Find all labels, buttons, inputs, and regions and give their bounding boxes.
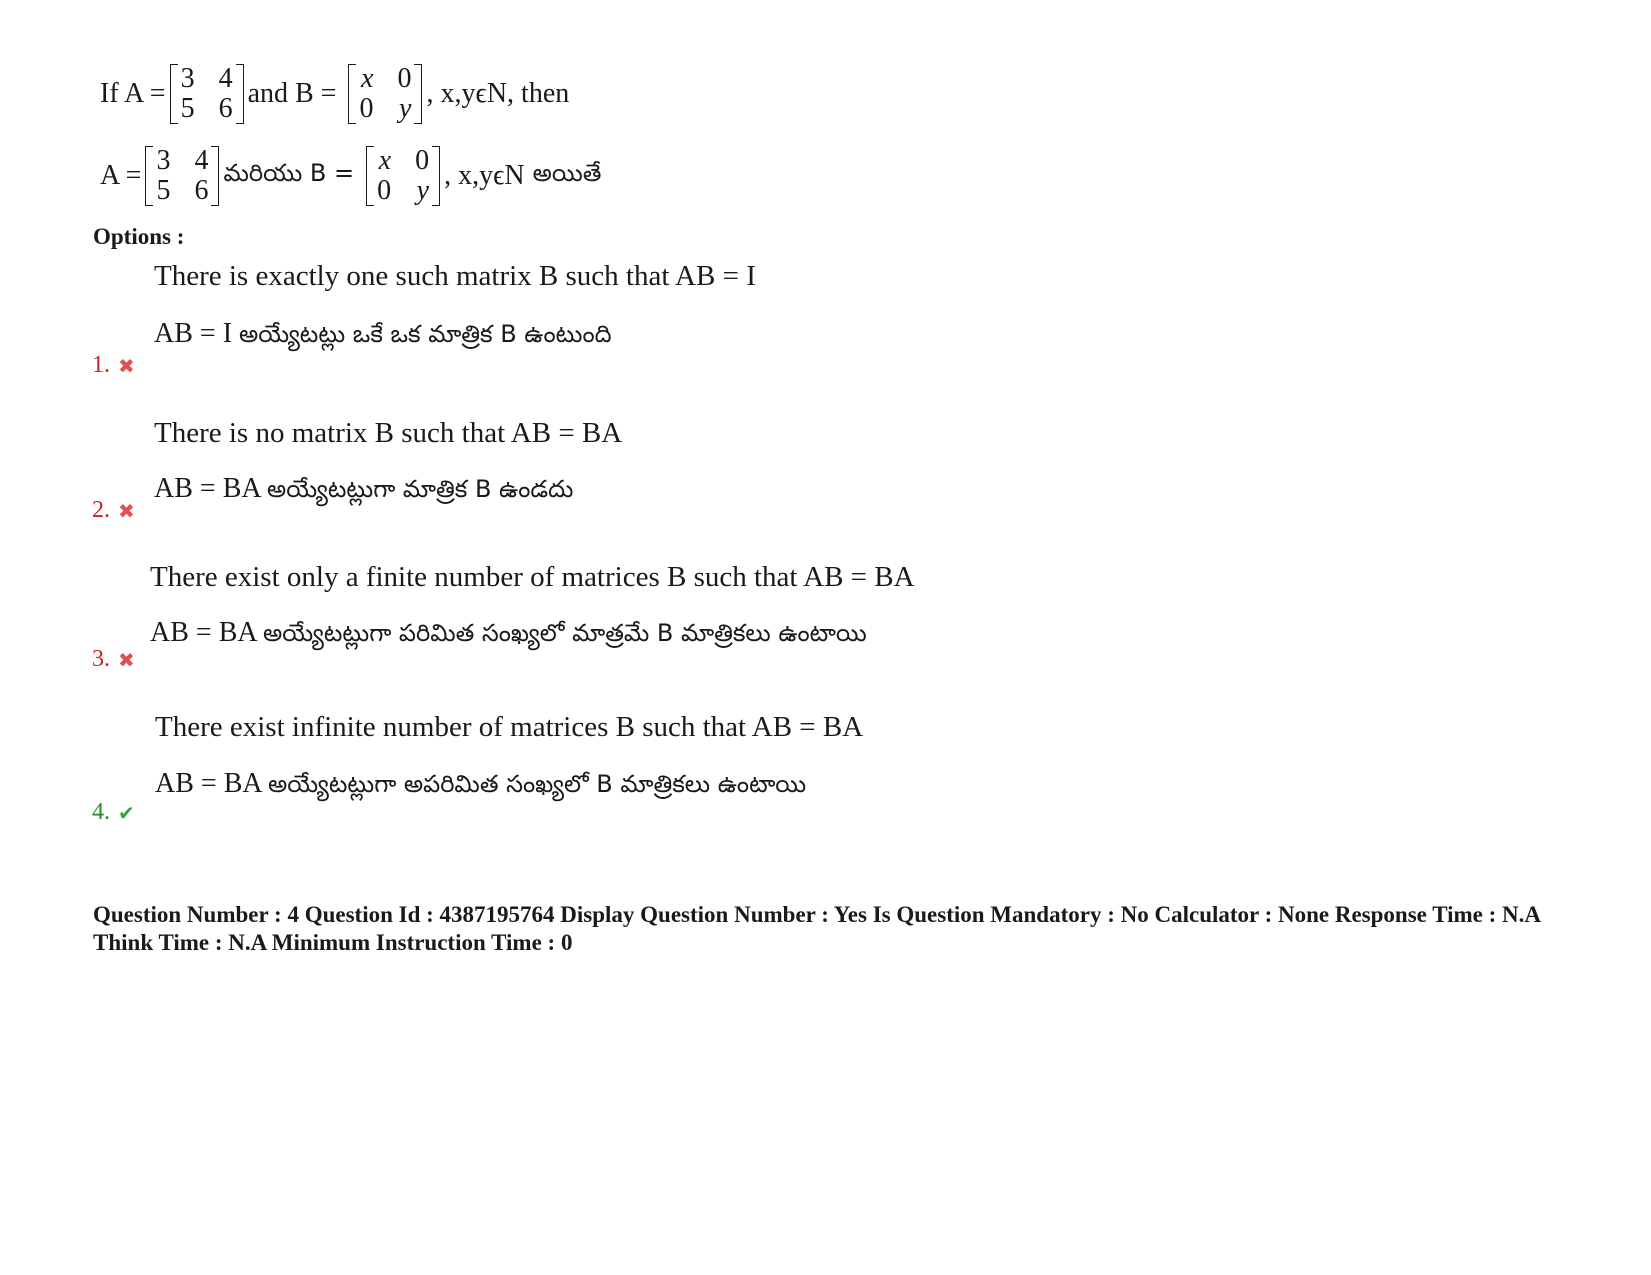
matrix-b-cell: y: [416, 175, 430, 206]
option-number-label: 4.: [92, 799, 110, 825]
matrix-a-cell: 4: [218, 63, 233, 94]
option-4-telugu: [155, 768, 806, 804]
matrix-b-te: [366, 146, 440, 206]
question-te-prefix: A =: [100, 160, 142, 191]
question-english: [100, 64, 569, 124]
matrix-b-cell: x: [361, 63, 374, 94]
matrix-a-cell: 5: [180, 93, 195, 124]
matrix-a-cell: 6: [194, 175, 209, 206]
option-3-telugu-prefix: AB = BA: [150, 617, 257, 648]
matrix-a-te: [145, 146, 219, 206]
option-1-telugu-prefix: AB = I: [154, 318, 233, 349]
option-2-number: [92, 497, 135, 524]
question-telugu: [100, 146, 601, 206]
matrix-b-cell: 0: [359, 93, 374, 124]
check-icon: ✔: [118, 800, 135, 825]
option-2-telugu: [154, 473, 573, 509]
matrix-a-cell: 3: [180, 63, 195, 94]
question-suffix: , x,yϵN, then: [426, 78, 570, 109]
question-te-suffix: , x,yϵN: [444, 160, 525, 191]
cross-icon: ✖: [118, 647, 135, 672]
matrix-a-cell: 4: [194, 145, 209, 176]
option-4-telugu-prefix: AB = BA: [155, 768, 262, 799]
option-4-number: [92, 799, 135, 826]
option-4-english: There exist infinite number of matrices B such that AB = BA: [155, 711, 864, 743]
matrix-a-cell: 5: [156, 175, 171, 206]
option-3-telugu-text: అయ్యేటట్లుగా పరిమిత సంఖ్యలో మాత్రమే B మాత్రికలు ఉంటాయి: [263, 619, 867, 647]
option-1-number: [92, 352, 135, 379]
matrix-b: [348, 64, 422, 124]
option-3-number: [92, 646, 135, 673]
question-middle: and B =: [247, 78, 337, 109]
option-number-label: 1.: [92, 352, 110, 378]
option-4-telugu-text: అయ్యేటట్లుగా అపరిమిత సంఖ్యలో B మాత్రికలు ఉంటాయి: [268, 770, 807, 798]
option-3-telugu: [150, 617, 867, 653]
cross-icon: ✖: [118, 353, 135, 378]
option-2-telugu-prefix: AB = BA: [154, 473, 261, 504]
matrix-a-cell: 3: [156, 145, 171, 176]
matrix-a-cell: 6: [218, 93, 233, 124]
question-te-suffix-word: అయితే: [532, 159, 602, 187]
matrix-b-cell: 0: [415, 145, 430, 176]
option-2-telugu-text: అయ్యేటట్లుగా మాత్రిక B ఉండదు: [267, 475, 574, 503]
question-meta: Question Number : 4 Question Id : 4387195764 Display Question Number : Yes Is Question Mandatory : No Calculator : None Response Time : N.A Think Time : N.A Minimum Instruction Time : 0: [93, 902, 1540, 955]
cross-icon: ✖: [118, 498, 135, 523]
option-1-english: There is exactly one such matrix B such that AB = I: [154, 260, 756, 292]
question-prefix: If A =: [100, 78, 166, 109]
option-3-english: There exist only a finite number of matrices B such that AB = BA: [150, 561, 915, 593]
option-1-telugu-text: అయ్యేటట్లు ఒకే ఒక మాత్రిక B ఉంటుంది: [239, 320, 612, 348]
matrix-b-cell: x: [378, 145, 392, 176]
matrix-b-cell: 0: [397, 63, 412, 94]
option-1-telugu: [154, 318, 612, 354]
matrix-a: [170, 64, 244, 124]
options-label: Options :: [93, 224, 185, 249]
matrix-b-cell: 0: [377, 175, 392, 206]
matrix-b-cell: y: [399, 93, 412, 124]
option-number-label: 2.: [92, 497, 110, 523]
option-number-label: 3.: [92, 646, 110, 672]
question-te-middle: మరియు B =: [223, 159, 355, 187]
option-2-english: There is no matrix B such that AB = BA: [154, 417, 623, 449]
